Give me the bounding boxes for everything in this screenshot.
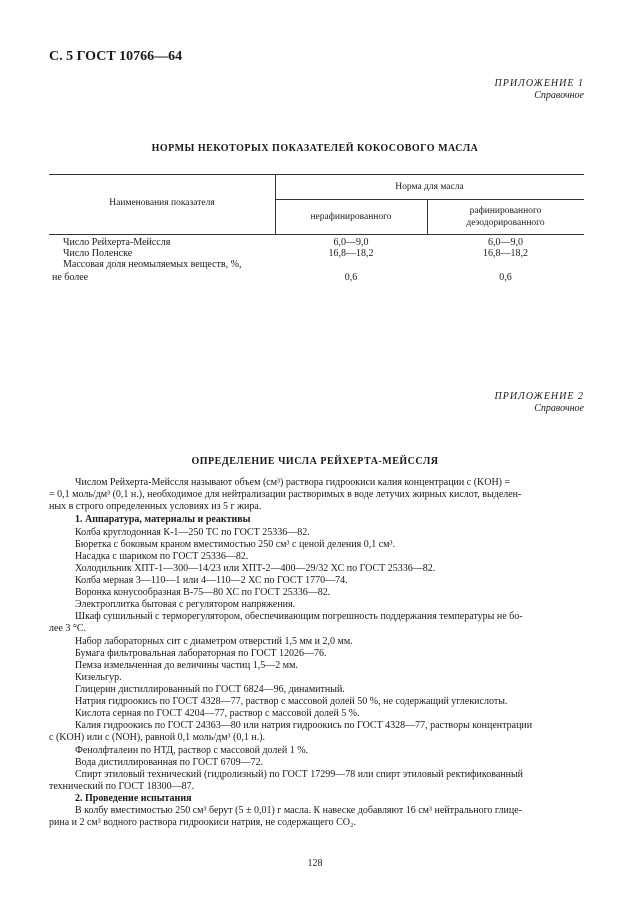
list-item: Пемза измельченная до величины частиц 1,5—2 мм. (75, 660, 298, 671)
subsection-heading: 2. Проведение испытания (75, 793, 192, 804)
appendix-2-label (495, 391, 585, 415)
table-row: Число Поленске 16,8—18,2 16,8—18,2 (63, 248, 528, 259)
header-indicator: Наименования показателя (109, 198, 215, 208)
appendix-2-title: ПРИЛОЖЕНИЕ 2 (494, 391, 584, 402)
paragraph-line: ных в строго определенных условиях из 5 г жира. (49, 501, 262, 512)
list-item: Воронка конусообразная В-75—80 ХС по ГОСТ 25336—82. (75, 587, 331, 598)
list-item: Колба круглодонная К-1—250 ТС по ГОСТ 25336—82. (75, 527, 310, 538)
paragraph-line: рина и 2 см³ водного раствора гидроокиси натрия, не содержащего CO₂. (49, 817, 356, 828)
list-item: Бумага фильтровальная лабораторная по ГОСТ 12026—76. (75, 648, 327, 659)
appendix-1-label (495, 78, 585, 102)
paragraph-line: технический по ГОСТ 18300—87. (49, 781, 195, 792)
paragraph-line: Калия гидроокись по ГОСТ 24363—80 или натрия гидроокись по ГОСТ 4328—77, растворы концентрации (75, 720, 533, 731)
list-item: Колба мерная 3—110—1 или 4—110—2 ХС по ГОСТ 1770—74. (75, 575, 348, 586)
list-item: Кислота серная по ГОСТ 4204—77, раствор с массовой долей 5 %. (75, 708, 360, 719)
list-item: Электроплитка бытовая с регулятором напряжения. (75, 599, 296, 610)
list-item: Глицерин дистиллированный по ГОСТ 6824—96, динамитный. (75, 684, 345, 695)
list-item: Натрия гидроокись по ГОСТ 4328—77, раствор с массовой долей 50 %, не содержащий углекислоты. (75, 696, 508, 707)
paragraph-line: лее 3 °С. (49, 623, 87, 634)
paragraph-line: Спирт этиловый технический (гидролизный) по ГОСТ 17299—78 или спирт этиловый ректификованный (75, 769, 524, 780)
page-number: 128 (307, 858, 323, 869)
list-item: Вода дистиллированная по ГОСТ 6709—72. (75, 757, 264, 768)
paragraph-line: = 0,1 моль/дм³ (0,1 н.), необходимое для нейтрализации растворимых в воде летучих жирных кислот, выделен- (49, 489, 522, 500)
list-item: Кизельгур. (75, 672, 122, 683)
header-norm: Норма для масла (395, 182, 464, 192)
appendix-1-subtitle: Справочное (534, 90, 584, 101)
table-row: Число Рейхерта-Мейссля 6,0—9,0 6,0—9,0 (63, 237, 523, 248)
header-unrefined: нерафинированного (310, 212, 392, 222)
paragraph-line: Шкаф сушильный с терморегулятором, обеспечивающим погрешность поддержания температуры не бо- (75, 611, 523, 622)
table-row: Массовая доля неомыляемых веществ, %, (63, 259, 242, 270)
paragraph-line: Числом Рейхерта-Мейссля называют объем (см³) раствора гидроокиси калия концентрации с (KOH) = (75, 477, 511, 488)
appendix-2-subtitle: Справочное (534, 403, 584, 414)
list-item: Холодильник ХПТ-1—300—14/23 или ХПТ-2—400—29/32 ХС по ГОСТ 25336—82. (75, 563, 436, 574)
appendix-1-title: ПРИЛОЖЕНИЕ 1 (494, 78, 584, 89)
paragraph-line: В колбу вместимостью 250 см³ берут (5 ± 0,01) г масла. К навеске добавляют 16 см³ нейтрального глице- (75, 805, 522, 816)
section-1-title: НОРМЫ НЕКОТОРЫХ ПОКАЗАТЕЛЕЙ КОКОСОВОГО МАСЛА (151, 143, 479, 154)
page-header: С. 5 ГОСТ 10766—64 (49, 49, 183, 64)
list-item: Бюретка с боковым краном вместимостью 250 см³ с ценой деления 0,1 см³. (75, 539, 395, 550)
list-item: Набор лабораторных сит с диаметром отверстий 1,5 мм и 2,0 мм. (75, 636, 353, 647)
table-row: не более 0,6 0,6 (52, 272, 512, 283)
section-2-title: ОПРЕДЕЛЕНИЕ ЧИСЛА РЕЙХЕРТА-МЕЙССЛЯ (191, 456, 439, 467)
paragraph-line: с (KOH) или с (NOH), равной 0,1 моль/дм³ (0,1 н.). (49, 732, 266, 743)
subsection-heading: 1. Аппаратура, материалы и реактивы (75, 514, 251, 525)
header-refined: рафинированного дезодорированного (466, 206, 545, 228)
list-item: Насадка с шариком по ГОСТ 25336—82. (75, 551, 249, 562)
list-item: Фенолфталеин по НТД, раствор с массовой долей 1 %. (75, 745, 309, 756)
